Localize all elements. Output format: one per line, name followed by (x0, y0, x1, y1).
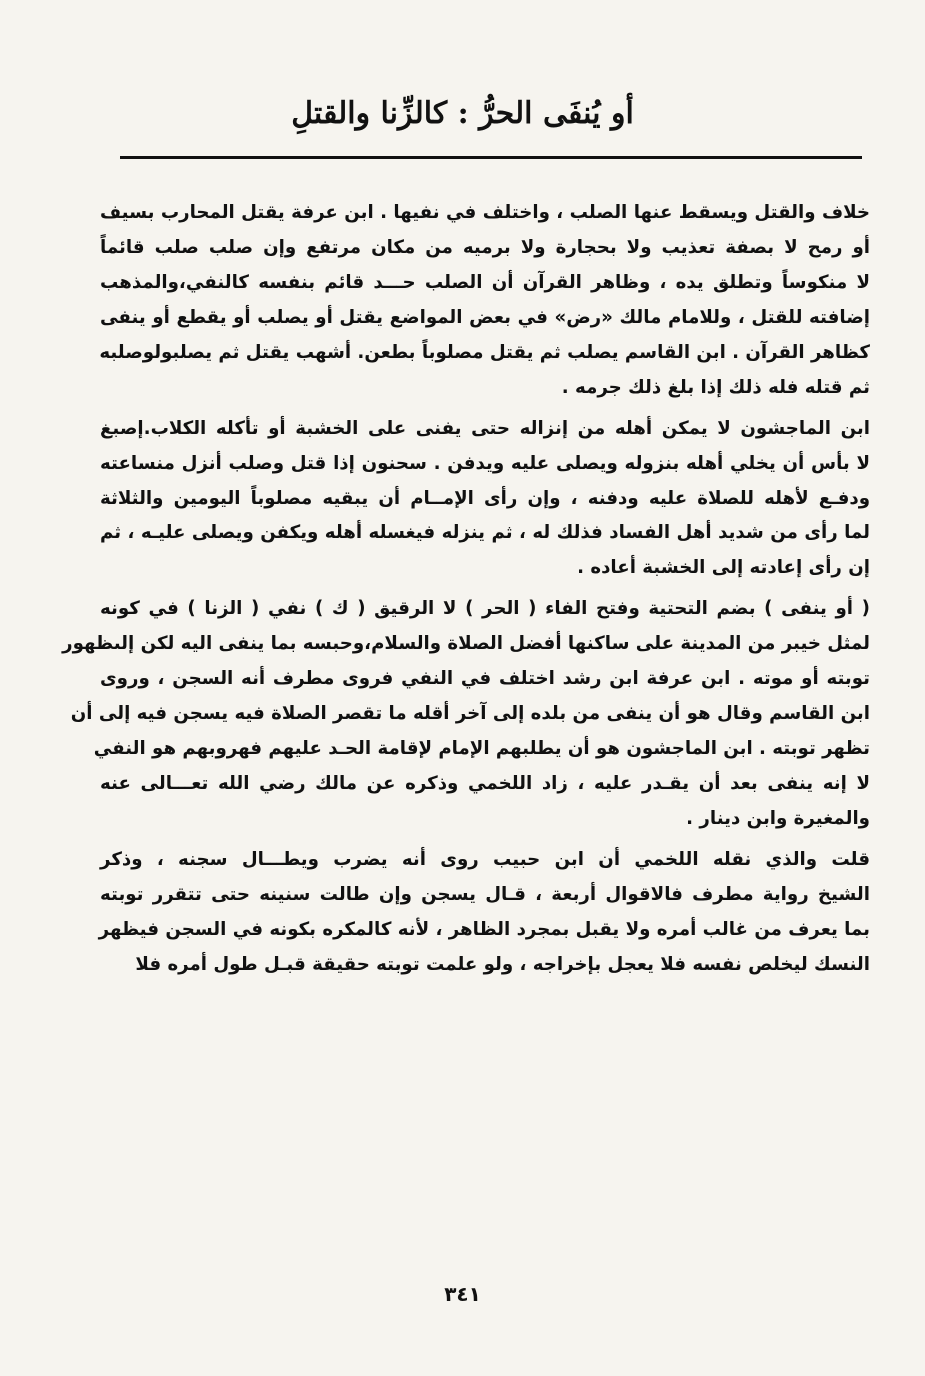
header-rule (120, 156, 862, 159)
text-line: كظاهر القرآن . ابن القاسم يصلب ثم يقتل مصلوباً بطعن. أشهب يقتل ثم يصلبولوصلبه (99, 341, 870, 363)
text-line: الشيخ رواية مطرف فالاقوال أربعة ، قـال يسجن وإن طالت سنينه حتى تتقرر توبته (100, 883, 870, 905)
text-line: ابن القاسم وقال هو أن ينفى من بلده إلى آخر أقله ما تقصر الصلاة فيه يسجن فيه إلى أن (70, 703, 870, 725)
paragraph (100, 196, 870, 406)
paragraph (100, 412, 870, 587)
text-line: ثم قتله فله ذلك إذا بلغ ذلك جرمه . (561, 376, 870, 398)
text-line: إن رأى إعادته إلى الخشبة أعاده . (577, 557, 870, 579)
text-line: لمثل خيبر من المدينة على ساكنها أفضل الصلاة والسلام،وحبسه بما ينفى اليه لكن إلىظهور (62, 633, 870, 655)
running-head: أو يُنفَى الحرُّ : كالزِّنا والقتلِ (291, 96, 634, 131)
text-line: لا منكوساً وتطلق يده ، وظاهر القرآن أن الصلب حـــد قائم بنفسه كالنفي،والمذهب (100, 271, 870, 293)
text-line: توبته أو موته . ابن عرفة ابن رشد اختلف في النفي فروى مطرف أنه السجن ، وروى (100, 668, 870, 690)
text-line: والمغيرة وابن دينار . (686, 807, 870, 829)
text-line: لما رأى من شديد أهل الفساد فذلك له ، ثم ينزله فيغسله أهله ويكفن ويصلى عليـه ، ثم (100, 522, 870, 544)
text-line: لا بأس أن يخلي أهله بنزوله ويصلى عليه ويدفن . سحنون إذا قتل وصلب أنزل منساعته (100, 452, 870, 474)
text-line: بما يعرف من غالب أمره ولا يقبل بمجرد الظاهر ، لأنه كالمكره بكونه في السجن فيظهر (98, 918, 870, 940)
paragraph (100, 843, 870, 983)
text-line: قلت والذي نقله اللخمي أن ابن حبيب روى أنه يضرب ويطـــال سجنه ، وذكر (100, 848, 870, 870)
page-body (62, 196, 870, 989)
paragraph (62, 592, 870, 837)
text-line: خلاف والقتل ويسقط عنها الصلب ، واختلف في نفيها . ابن عرفة يقتل المحارب بسيف (100, 202, 870, 223)
text-line: إضافته للقتل ، وللامام مالك «رض» في بعض المواضع يقتل أو يصلب أو يقطع أو ينفى (100, 306, 870, 328)
text-line: لا إنه ينفى بعد أن يقـدر عليه ، زاد اللخمي وذكره عن مالك رضي الله تعـــالى عنه (100, 773, 870, 794)
text-line: النسك ليخلص نفسه فلا يعجل بإخراجه ، ولو علمت توبته حقيقة قبـل طول أمره فلا (135, 953, 870, 975)
text-line: تظهر توبته . ابن الماجشون هو أن يطلبهم الإمام لإقامة الحـد عليهم فهروبهم هو النفي (93, 738, 870, 760)
text-line: ( أو ينفى ) بضم التحتية وفتح الفاء ( الحر ) لا الرقيق ( ك ) نفي ( الزنا ) في كونه (100, 598, 870, 620)
text-line: ابن الماجشون لا يمكن أهله من إنزاله حتى يفنى على الخشبة أو تأكله الكلاب.إصبغ (100, 417, 870, 439)
page-number: ٣٤١ (444, 1282, 481, 1306)
text-line: أو رمح لا بصفة تعذيب ولا بحجارة ولا برميه من مكان مرتفع وإن صلب صلب قائماً (100, 236, 870, 258)
text-line: ودفـع لأهله للصلاة عليه ودفنه ، وإن رأى الإمــام أن يبقيه مصلوباً اليومين والثلاثة (100, 487, 870, 509)
